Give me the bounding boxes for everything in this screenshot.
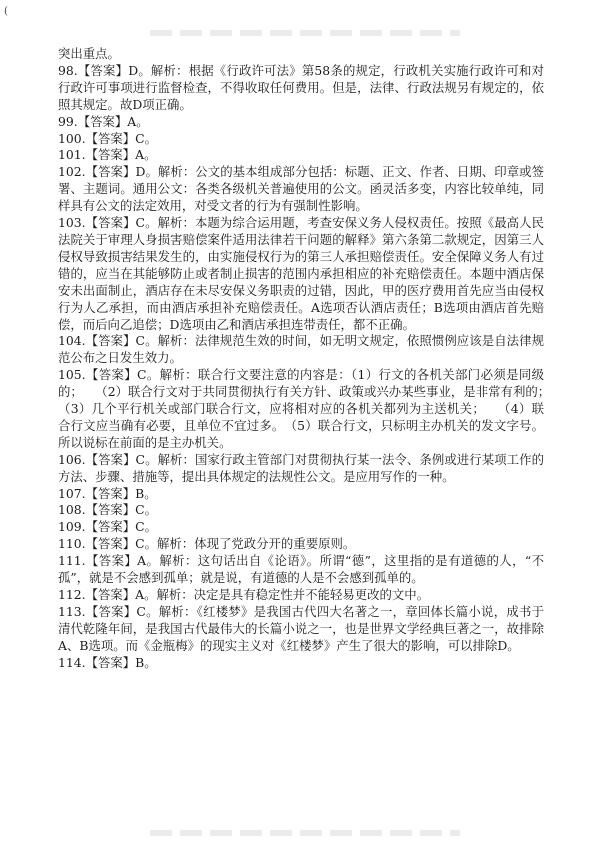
answer-109: 109.【答案】C。 [58,519,158,535]
answer-101: 101.【答案】A。 [58,147,157,163]
answer-104: 104.【答案】C。解析：法律规范生效的时间，如无明文规定，依照惯例应该是自法律规范公布之日发生效力。 [58,333,544,366]
answer-106: 106.【答案】C。解析：国家行政主管部门对贯彻执行某一法令、条例或进行某项工作的方法、步骤、措施等，提出具体规定的法规性公文。是应用写作的一种。 [58,451,544,484]
answer-99: 99.【答案】A。 [58,113,149,129]
answer-98: 98.【答案】D。解析：根据《行政许可法》第58条的规定，行政机关实施行政许可和对行政许可事项进行监督检查，不得收取任何费用。但是，法律、行政法规另有规定的，依照其规定。故D项正确。 [58,62,544,112]
answer-100: 100.【答案】C。 [58,130,158,146]
page-edge-mark: ( [4,6,8,17]
footer-watermark [150,830,460,836]
answer-111: 111.【答案】A。解析：这句话出自《论语》。所谓“德”，这里指的是有道德的人，“不孤”，就是不会感到孤单；就是说，有道德的人是不会感到孤单的。 [58,553,544,586]
answer-107: 107.【答案】B。 [58,485,157,501]
answer-105: 105.【答案】C。解析：联合行文要注意的内容是：（1）行文的各机关部门必须是同级的； （2）联合行文对于共同贯彻执行有关方针、政策或兴办某些事业，是非常有利的； （3）几个平行机关或部门联合行文，应将相对应的各机关都列为主送机关； （4）联合行文应当确有必要，且单位不宜过多。 （5）联合行文，只标明主办机关的发文字号。所以说标在前面的是主办机关。 [58,367,569,450]
answer-110: 110.【答案】C。解析：体现了党政分开的重要原则。 [58,536,356,552]
paragraph-continuation: 突出重点。 [58,46,120,61]
answer-explanations [58,46,569,672]
header-watermark [150,30,460,36]
answer-102: 102.【答案】D。解析：公文的基本组成部分包括：标题、正文、作者、日期、印章或签署、主题词。通用公文：各类各级机关普遍使用的公文。函灵活多变，内容比较单纯，同样具有公文的法定效用，对受文者的行为有强制性影响。 [58,164,544,214]
answer-113: 113.【答案】C。解析：《红楼梦》是我国古代四大名著之一，章回体长篇小说，成书于清代乾隆年间，是我国古代最伟大的长篇小说之一，也是世界文学经典巨著之一，故排除A、B选项。而《金瓶梅》的现实主义对《红楼梦》产生了很大的影响，可以排除D。 [58,603,544,653]
answer-114: 114.【答案】B。 [58,654,157,670]
answer-108: 108.【答案】C。 [58,502,158,518]
answer-103: 103.【答案】C。解析：本题为综合运用题，考查安保义务人侵权责任。按照《最高人民法院关于审理人身损害赔偿案件适用法律若干问题的解释》第六条第二款规定，因第三人侵权导致损害结果发生的，由实施侵权行为的第三人承担赔偿责任。安全保障义务人有过错的，应当在其能够防止或者制止损害的范围内承担相应的补充赔偿责任。本题中酒店保安未出面制止，酒店存在未尽安保义务职责的过错，因此，甲的医疗费用首先应当由侵权行为人乙承担，而由酒店承担补充赔偿责任。A选项否认酒店责任；B选项由酒店首先赔偿，而后向乙追偿；D选项由乙和酒店承担连带责任，都不正确。 [58,215,544,332]
answer-112: 112.【答案】A。解析：决定是具有稳定性并不能轻易更改的文中。 [58,587,430,602]
